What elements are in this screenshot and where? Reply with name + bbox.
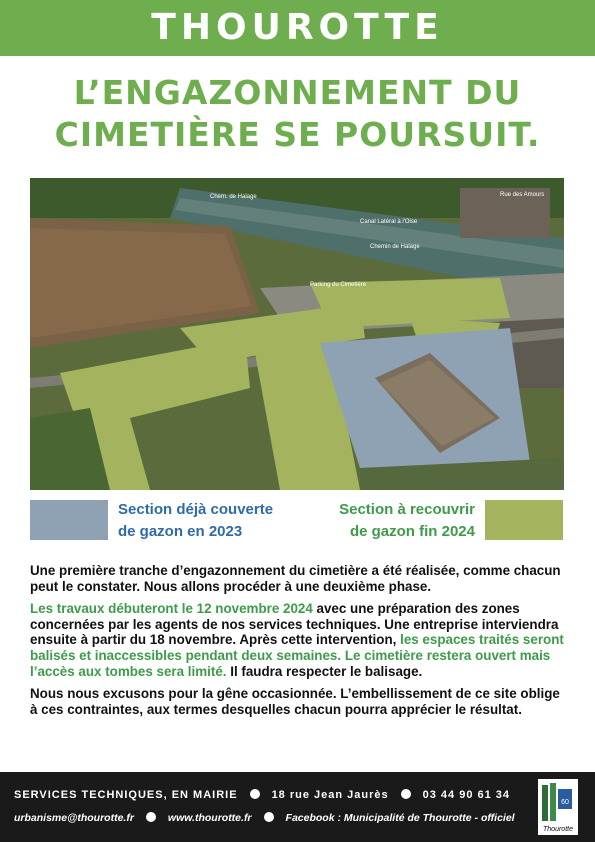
- label-chemin-halage-2: Chemin de Halage: [370, 244, 420, 250]
- restricted-access-notice: les espaces traités seront balisés et inaccessibles pendant deux semaines. Le cimetière restera ouvert mais l’accès aux tombes sera limité.: [30, 632, 564, 679]
- town-logo: [538, 779, 578, 835]
- facebook-link[interactable]: Facebook : Municipalité de Thourotte - officiel: [285, 812, 515, 824]
- paragraph-1: Une première tranche d’engazonnement du cimetière a été réalisée, comme chacun peut le constater. Nous allons procéder à une deuxième phase.: [30, 563, 561, 594]
- header-banner: [0, 0, 595, 56]
- headline: [20, 72, 575, 156]
- services-label: SERVICES TECHNIQUES, EN MAIRIE: [14, 789, 238, 801]
- legend-2023-line-2: de gazon en 2023: [118, 523, 243, 540]
- legend-label-2023: [118, 499, 273, 543]
- headline-line-1: L’ENGAZONNEMENT DU: [73, 73, 522, 112]
- article-body: [30, 563, 570, 724]
- logo-text: Thourotte: [543, 826, 573, 833]
- footer-web-row: [14, 812, 515, 824]
- aerial-photo: [30, 178, 564, 490]
- legend-2023-line-1: Section déjà couverte: [118, 501, 274, 518]
- paragraph-2-text-2: Il faudra respecter le balisage.: [226, 663, 423, 679]
- works-start-date: Les travaux débuteront le 12 novembre 2024: [30, 601, 313, 617]
- label-rue-amours: Rue des Amours: [500, 192, 545, 198]
- footer-contact-row: [14, 789, 510, 801]
- town-title: THOUROTTE: [151, 7, 444, 48]
- logo-number: 60: [561, 799, 569, 806]
- bullet-icon: [401, 789, 411, 799]
- bullet-icon: [264, 812, 274, 822]
- label-canal: Canal Latéral à l'Oise: [360, 219, 418, 225]
- bullet-icon: [250, 789, 260, 799]
- bullet-icon: [146, 812, 156, 822]
- email-link[interactable]: urbanisme@thourotte.fr: [14, 812, 134, 824]
- label-chemin-halage: Chem. de Halage: [210, 194, 257, 200]
- paragraph-3: Nous nous excusons pour la gêne occasionnée. L’embellissement de ce site oblige à ces contraintes, aux termes desquelles chacun pourra apprécier le résultat.: [30, 686, 560, 717]
- legend-label-2024: [310, 499, 475, 543]
- legend-swatch-2024: [485, 500, 563, 540]
- website-link[interactable]: www.thourotte.fr: [167, 812, 252, 824]
- phone-number[interactable]: 03 44 90 61 34: [422, 789, 511, 801]
- legend-2024-line-1: Section à recouvrir: [339, 501, 475, 518]
- headline-line-2: CIMETIÈRE SE POURSUIT.: [54, 115, 541, 154]
- label-parking: Parking du Cimetière: [310, 282, 367, 288]
- legend-2024-line-2: de gazon fin 2024: [349, 523, 475, 540]
- paragraph-2: [30, 601, 570, 679]
- legend-swatch-2023: [30, 500, 108, 540]
- footer: [0, 772, 595, 842]
- paragraph-2-text-1: avec une préparation des zones concernées par les agents de nos services techniques. Une entreprise interviendra ensuite à partir du 18 novembre. Après cette intervention,: [30, 601, 559, 648]
- address: 18 rue Jean Jaurès: [271, 789, 389, 801]
